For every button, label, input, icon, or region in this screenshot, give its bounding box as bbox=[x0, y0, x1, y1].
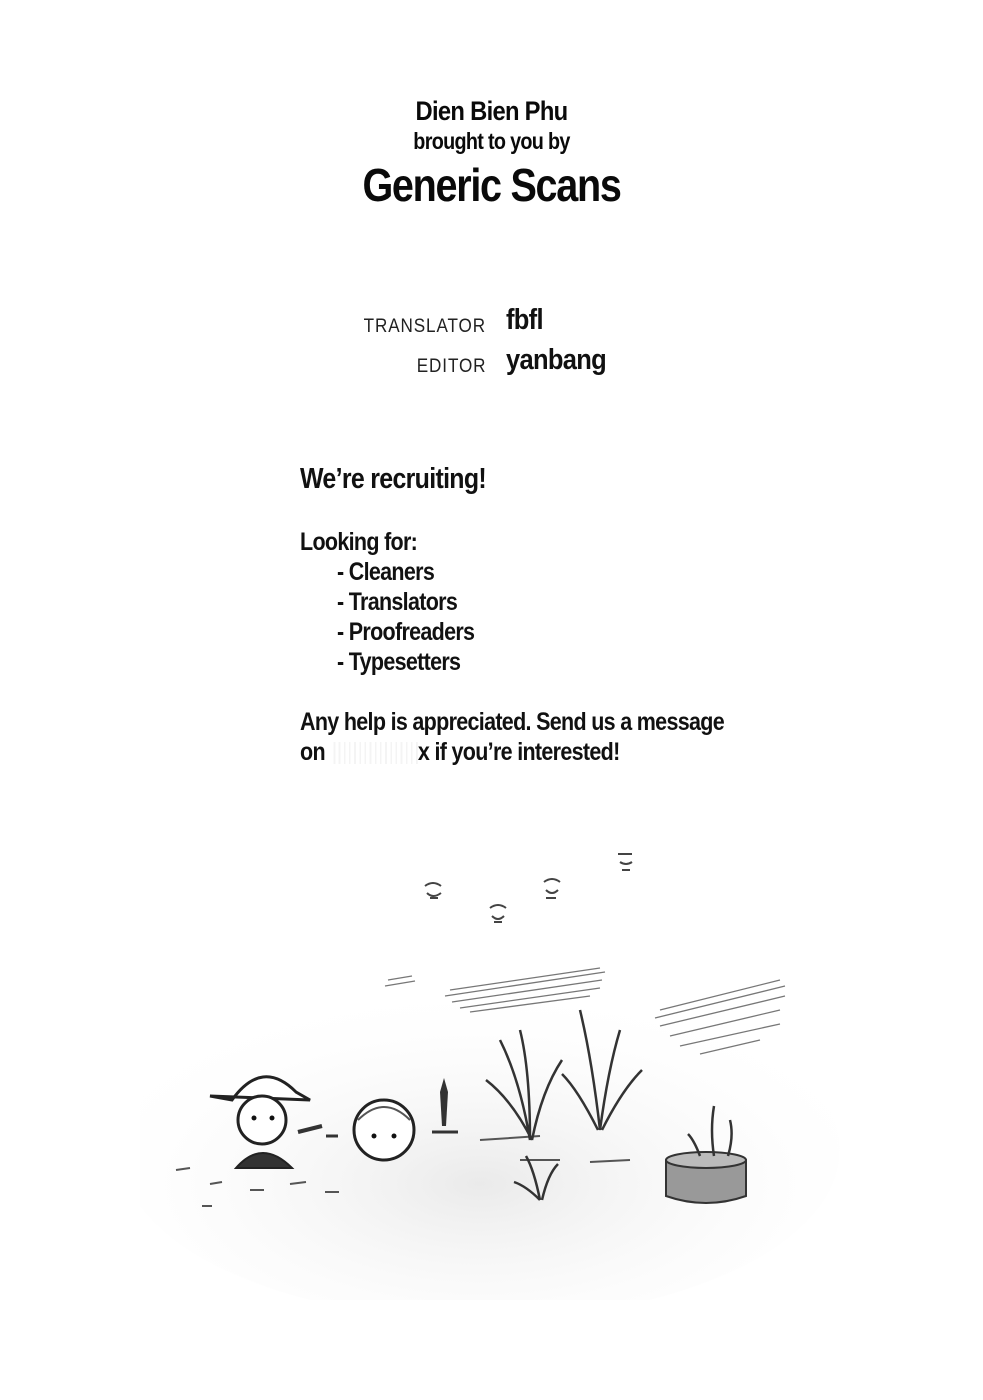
message-line-2-end: x if you’re interested! bbox=[417, 738, 620, 766]
role-item-typesetters: - Typesetters bbox=[337, 648, 461, 676]
recruiting-heading: We’re recruiting! bbox=[300, 463, 487, 495]
role-item-cleaners: - Cleaners bbox=[337, 558, 435, 586]
scan-group-name: Generic Scans bbox=[362, 159, 621, 211]
redacted-platform-name bbox=[330, 742, 418, 764]
credit-row-editor bbox=[0, 344, 983, 384]
message-line-2 bbox=[300, 738, 620, 767]
credit-role: TRANSLATOR bbox=[363, 316, 486, 337]
credit-role: EDITOR bbox=[416, 356, 486, 377]
credit-row-translator bbox=[0, 304, 983, 344]
series-title: Dien Bien Phu bbox=[415, 96, 568, 126]
message-line-1: Any help is appreciated. Send us a message bbox=[300, 708, 724, 736]
floating-marks bbox=[425, 854, 632, 922]
pencil-sketch-illustration bbox=[140, 840, 840, 1300]
role-item-translators: - Translators bbox=[337, 588, 458, 616]
message-line-2-start: on bbox=[300, 738, 325, 766]
role-item-proofreaders: - Proofreaders bbox=[337, 618, 475, 646]
credit-name: yanbang bbox=[506, 344, 607, 376]
looking-for-label: Looking for: bbox=[300, 528, 418, 556]
credit-name: fbfl bbox=[506, 304, 543, 336]
brought-by-line: brought to you by bbox=[413, 128, 570, 154]
